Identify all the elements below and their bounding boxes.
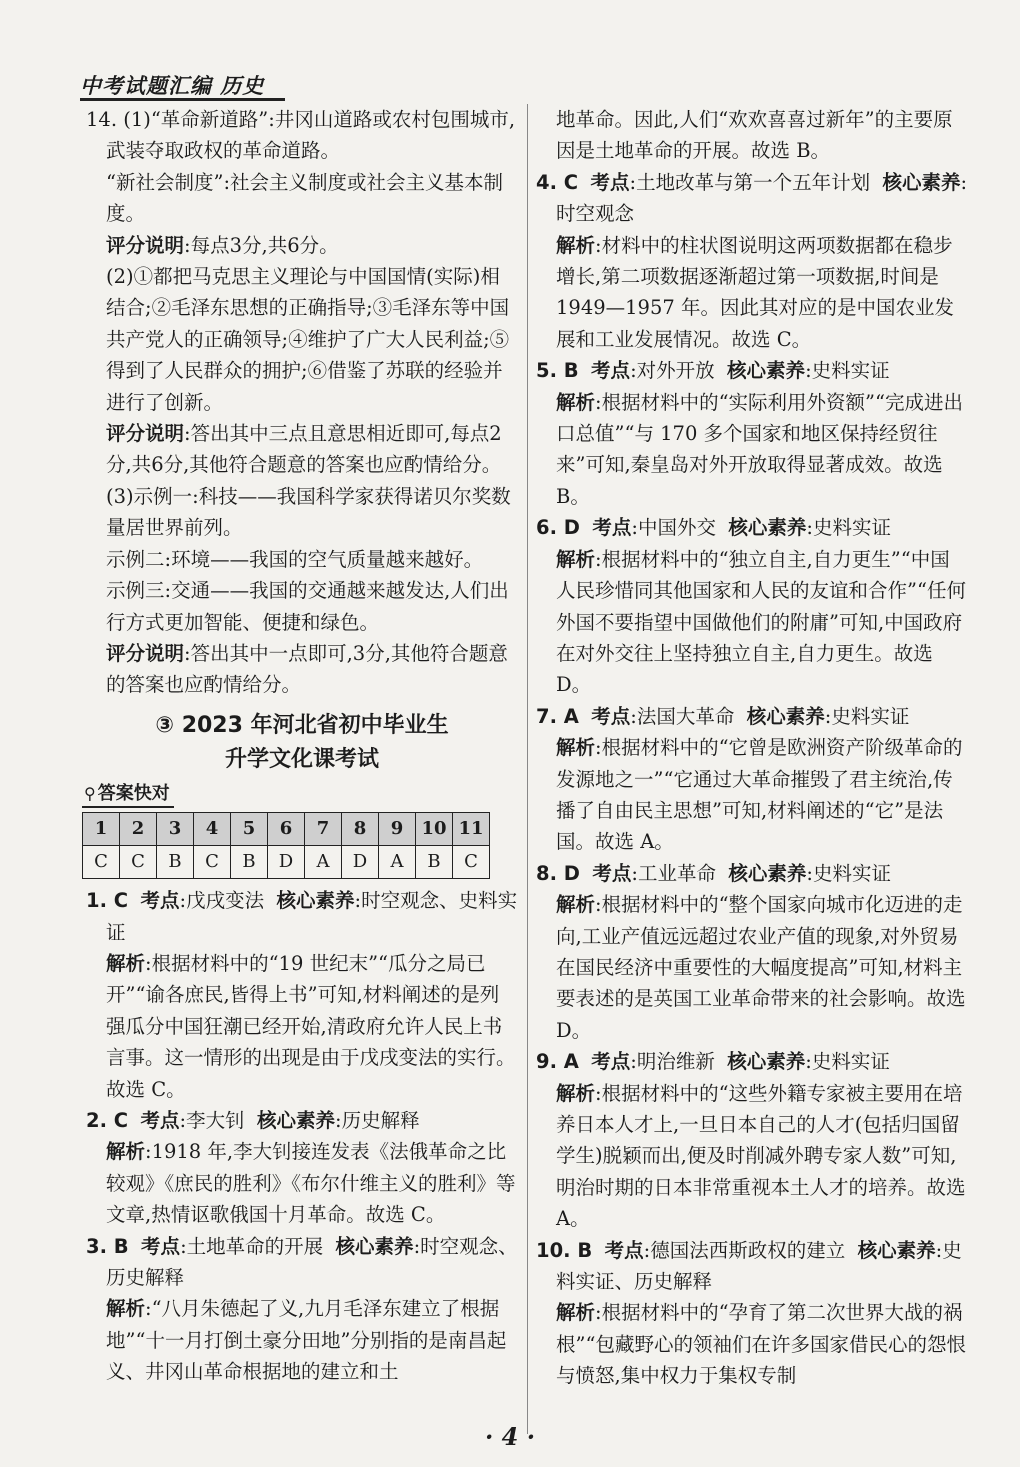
- table-cell: 4: [194, 813, 231, 846]
- table-cell: B: [231, 846, 268, 879]
- q8-explanation: [536, 889, 968, 1046]
- topic-label: 考点: [140, 1108, 180, 1132]
- table-cell: 10: [416, 813, 453, 846]
- explanation-label: 解析: [556, 736, 596, 760]
- score-label: 评分说明: [106, 233, 185, 257]
- section-title-line2: 升学文化课考试: [224, 746, 379, 772]
- q9-header: [536, 1046, 968, 1077]
- table-cell: 11: [453, 813, 490, 846]
- table-cell: C: [83, 846, 120, 879]
- question-number: 3. B: [86, 1234, 129, 1258]
- core-label: 核心素养: [256, 1108, 335, 1132]
- answer-table: [82, 812, 490, 879]
- quick-answer-tag: [82, 782, 174, 808]
- explanation-text: :根据材料中的“19 世纪末”“瓜分之局已开”“谕各庶民,皆得上书”可知,材料阐述的是列强瓜分中国狂潮已经开始,清政府允许人民上书言事。这一情形的出现是由于戊戌变法的实行。故选 C。: [106, 951, 516, 1101]
- core-text: :时空观念、史料实证: [106, 889, 518, 944]
- score-label: 评分说明: [106, 422, 185, 446]
- explanation-text: :根据材料中的“独立自主,自力更生”“中国人民珍惜同其他国家和人民的友谊和合作”“任何外国不要指望中国做他们的附庸”可知,中国政府在对外交往上坚持独立自主,自力更生。故选 D。: [556, 547, 966, 697]
- topic-text: :李大钊: [179, 1108, 245, 1132]
- question-number: 6. D: [536, 516, 580, 540]
- q1-explanation: [86, 948, 518, 1105]
- explanation-label: 解析: [556, 893, 596, 917]
- topic-text: :土地改革与第一个五年计划: [629, 170, 871, 194]
- left-column: [86, 104, 518, 1388]
- explanation-text: :根据材料中的“孕育了第二次世界大战的祸根”“包藏野心的领袖们在许多国家借民心的怨恨与愤怒,集中权力于集权专制: [556, 1301, 966, 1388]
- table-cell: D: [342, 846, 379, 879]
- topic-label: 考点: [592, 516, 632, 540]
- answer-table-answer-row: [83, 846, 490, 879]
- table-cell: 1: [83, 813, 120, 846]
- core-label: 核心素养: [882, 170, 961, 194]
- explanation-text: :根据材料中的“它曾是欧洲资产阶级革命的发源地之一”“它通过大革命摧毁了君主统治,传播了自由民主思想”可知,材料阐述的“它”是法国。故选 A。: [556, 736, 963, 854]
- table-cell: 3: [157, 813, 194, 846]
- score-text: :每点3分,共6分。: [184, 233, 339, 257]
- topic-text: :明治维新: [630, 1050, 715, 1074]
- q14-part2-text: (2)①都把马克思主义理论与中国国情(实际)相结合;②毛泽东思想的正确指导;③毛泽东等中国共产党人的正确领导;④维护了广大人民利益;⑤得到了人民群众的拥护;⑥借鉴了苏联的经验并进行了创新。: [106, 265, 510, 414]
- core-text: :史料实证: [806, 516, 891, 540]
- q14-part1-text-b: “新社会制度”:社会主义制度或社会主义基本制度。: [106, 170, 504, 226]
- core-text: :史料实证: [806, 861, 891, 885]
- core-text: :史料实证: [805, 359, 890, 383]
- column-divider: [527, 104, 528, 1434]
- question-number: 8. D: [536, 861, 580, 885]
- q5-explanation: [536, 387, 968, 513]
- topic-text: :法国大革命: [630, 704, 735, 728]
- question-number: 9. A: [536, 1050, 579, 1074]
- explanation-label: 解析: [556, 233, 596, 257]
- q3-explanation: [86, 1293, 518, 1387]
- topic-label: 考点: [591, 359, 631, 383]
- table-cell: 9: [379, 813, 416, 846]
- magnifier-icon: ⚲: [84, 783, 96, 803]
- q10-explanation: [536, 1297, 968, 1391]
- question-number: 10. B: [536, 1238, 593, 1262]
- core-label: 核心素养: [728, 516, 807, 540]
- q4-explanation: [536, 230, 968, 356]
- question-number: 4. C: [536, 170, 579, 194]
- q9-explanation: [536, 1078, 968, 1235]
- core-text: :史料实证、历史解释: [556, 1238, 962, 1294]
- core-label: 核心素养: [727, 1050, 806, 1074]
- table-cell: C: [194, 846, 231, 879]
- table-cell: 6: [268, 813, 305, 846]
- topic-label: 考点: [590, 170, 630, 194]
- topic-text: :对外开放: [630, 359, 715, 383]
- q5-header: [536, 355, 968, 386]
- q14-part1-score: [86, 230, 518, 261]
- core-label: 核心素养: [728, 861, 807, 885]
- question-number: 7. A: [536, 704, 579, 728]
- core-label: 核心素养: [746, 704, 825, 728]
- topic-text: :中国外交: [631, 516, 716, 540]
- table-cell: D: [268, 846, 305, 879]
- q14-part2-score: [86, 418, 518, 481]
- topic-label: 考点: [591, 704, 631, 728]
- core-text: :史料实证: [805, 1050, 890, 1074]
- explanation-label: 解析: [556, 547, 596, 571]
- core-label: 核心素养: [857, 1238, 936, 1262]
- running-header: 中考试题汇编 历史: [80, 74, 265, 98]
- explanation-label: 解析: [556, 1081, 596, 1105]
- q1-header: [86, 885, 518, 948]
- table-cell: A: [305, 846, 342, 879]
- topic-label: 考点: [604, 1238, 644, 1262]
- question-number: 2. C: [86, 1108, 129, 1132]
- table-cell: A: [379, 846, 416, 879]
- core-label: 核心素养: [727, 359, 806, 383]
- q6-explanation: [536, 544, 968, 701]
- question-number: 1. C: [86, 889, 129, 913]
- q14-part3-example1: (3)示例一:科技——我国科学家获得诺贝尔奖数量居世界前列。: [106, 484, 511, 540]
- score-text: :答出其中一点即可,3分,其他符合题意的答案也应酌情给分。: [106, 641, 508, 697]
- q14-part3-score: [86, 638, 518, 701]
- q14-part3-example3: 示例三:交通——我国的交通越来越发达,人们出行方式更加智能、便捷和绿色。: [106, 579, 509, 634]
- topic-label: 考点: [141, 1234, 181, 1258]
- explanation-text: :1918 年,李大钊接连发表《法俄革命之比较观》《庶民的胜利》《布尔什维主义的胜利》等文章,热情讴歌俄国十月革命。故选 C。: [106, 1140, 516, 1227]
- explanation-label: 解析: [556, 1301, 596, 1325]
- q14-part1-text: 14. (1)“革命新道路”:井冈山道路或农村包围城市,武装夺取政权的革命道路。: [86, 108, 516, 163]
- topic-text: :戊戌变法: [179, 889, 265, 913]
- q4-header: [536, 167, 968, 230]
- explanation-label: 解析: [106, 951, 146, 975]
- explanation-label: 解析: [106, 1140, 146, 1164]
- q10-header: [536, 1235, 968, 1298]
- q7-header: [536, 701, 968, 732]
- section-title: [86, 709, 518, 777]
- section-title-line1: ③ 2023 年河北省初中毕业生: [155, 712, 449, 738]
- q2-header: [86, 1105, 518, 1136]
- explanation-label: 解析: [106, 1297, 146, 1321]
- q6-header: [536, 512, 968, 543]
- page-number: · 4 ·: [484, 1422, 536, 1451]
- table-cell: C: [120, 846, 157, 879]
- core-text: :史料实证: [824, 704, 910, 728]
- explanation-text: :材料中的柱状图说明这两项数据都在稳步增长,第二项数据逐渐超过第一项数据,时间是 1949—1957 年。因此其对应的是中国农业发展和工业发展情况。故选 C。: [556, 233, 954, 351]
- explanation-text: :根据材料中的“实际利用外资额”“完成进出口总值”“与 170 多个国家和地区保持经贸往来”可知,秦皇岛对外开放取得显著成效。故选 B。: [556, 390, 963, 508]
- q3-header: [86, 1231, 518, 1294]
- explanation-text: :“八月朱德起了义,九月毛泽东建立了根据地”“十一月打倒土豪分田地”分别指的是南昌起义、井冈山革命根据地的建立和土: [106, 1297, 507, 1384]
- topic-label: 考点: [592, 861, 632, 885]
- table-cell: 8: [342, 813, 379, 846]
- core-text: :时空观念: [556, 170, 968, 226]
- topic-label: 考点: [140, 889, 180, 913]
- table-cell: 2: [120, 813, 157, 846]
- score-label: 评分说明: [106, 641, 185, 665]
- score-text: :答出其中三点且意思相近即可,每点2分,共6分,其他符合题意的答案也应酌情给分。: [106, 422, 502, 477]
- topic-text: :土地革命的开展: [180, 1234, 324, 1258]
- core-text: :时空观念、历史解释: [106, 1234, 518, 1289]
- quick-answer-label: 答案快对: [97, 782, 170, 804]
- table-cell: 5: [231, 813, 268, 846]
- table-cell: C: [453, 846, 490, 879]
- table-cell: 7: [305, 813, 342, 846]
- table-cell: B: [416, 846, 453, 879]
- q3-explanation-continued: 地革命。因此,人们“欢欢喜喜过新年”的主要原因是土地革命的开展。故选 B。: [556, 108, 953, 163]
- q14-part3-example2: 示例二:环境——我国的空气质量越来越好。: [106, 547, 484, 571]
- q7-explanation: [536, 732, 968, 858]
- topic-label: 考点: [591, 1050, 631, 1074]
- answer-table-number-row: [83, 813, 490, 846]
- topic-text: :德国法西斯政权的建立: [643, 1238, 846, 1262]
- explanation-label: 解析: [556, 390, 596, 414]
- question-number: 5. B: [536, 359, 579, 383]
- right-column: [536, 104, 968, 1392]
- header-rule: [80, 98, 285, 101]
- core-text: :历史解释: [335, 1108, 420, 1132]
- core-label: 核心素养: [276, 889, 355, 913]
- core-label: 核心素养: [335, 1234, 414, 1258]
- q8-header: [536, 858, 968, 889]
- table-cell: B: [157, 846, 194, 879]
- explanation-text: :根据材料中的“这些外籍专家被主要用在培养日本人才上,一旦日本自己的人才(包括归国留学生)脱颖而出,便及时削减外聘专家人数”可知,明治时期的日本非常重视本土人才的培养。故选 A。: [556, 1081, 966, 1231]
- q2-explanation: [86, 1136, 518, 1230]
- topic-text: :工业革命: [631, 861, 716, 885]
- explanation-text: :根据材料中的“整个国家向城市化迈进的走向,工业产值远远超过农业产值的现象,对外贸易在国民经济中重要性的大幅度提高”可知,材料主要表述的是英国工业革命带来的社会影响。故选 D。: [556, 893, 966, 1042]
